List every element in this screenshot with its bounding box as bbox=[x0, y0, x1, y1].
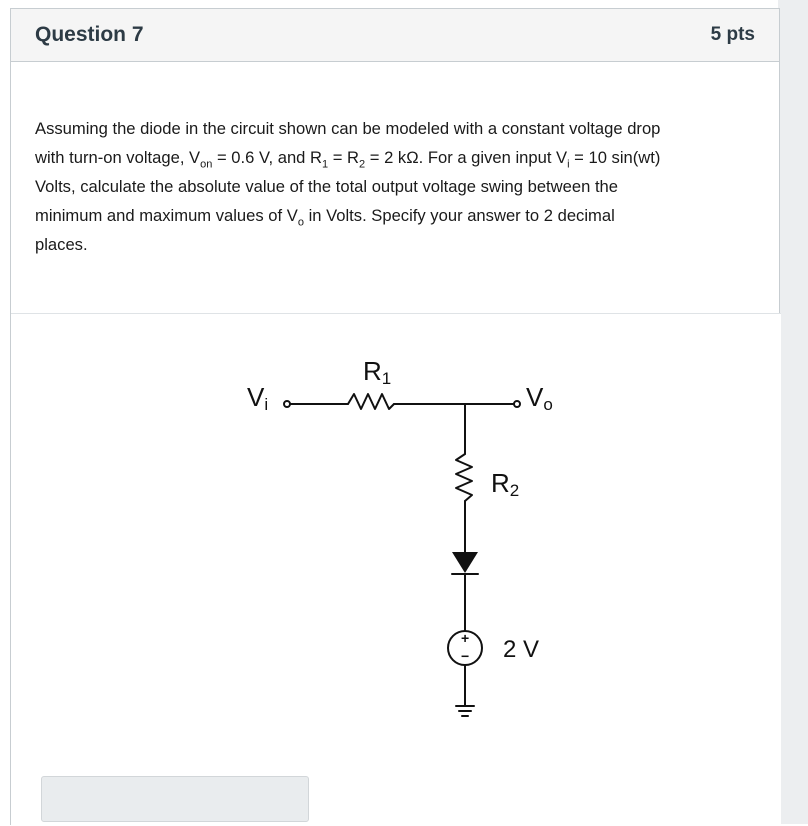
circuit-diagram bbox=[11, 314, 781, 826]
input-voltage-label: Vi bbox=[247, 382, 269, 414]
question-text-line: places. bbox=[35, 235, 88, 254]
resistor-r2 bbox=[456, 454, 472, 501]
answer-input[interactable] bbox=[41, 776, 309, 822]
source-voltage-label: 2 V bbox=[503, 636, 540, 663]
source-minus-sign: − bbox=[461, 648, 470, 664]
source-plus-sign: + bbox=[461, 630, 470, 646]
circuit-figure-area bbox=[11, 313, 781, 826]
diode-triangle bbox=[452, 552, 478, 573]
question-text-line: minimum and maximum values of $V_o$ in Volts. Specify your answer to 2 decimal bbox=[35, 206, 615, 229]
question-points: 5 pts bbox=[710, 24, 755, 45]
question-text-line: Volts, calculate the absolute value of the total output voltage swing between the bbox=[35, 177, 619, 196]
question-text-line: Assuming the diode in the circuit shown can be modeled with a constant voltage drop bbox=[35, 119, 661, 138]
question-title: Question 7 bbox=[35, 23, 144, 46]
output-terminal bbox=[514, 401, 520, 407]
page-scroll-gutter bbox=[778, 0, 808, 824]
r1-label: R1 bbox=[363, 356, 392, 388]
output-voltage-label: Vo bbox=[526, 382, 553, 414]
question-text-line: with turn-on voltage, $V_{on} = 0.6$ V, and $R_1 = R_2 = 2$ kΩ. For a given input $V_i = 10$ sin(wt) bbox=[35, 148, 661, 171]
question-card bbox=[10, 8, 780, 825]
resistor-r1 bbox=[348, 394, 394, 409]
question-header bbox=[11, 9, 779, 62]
question-text bbox=[35, 114, 755, 259]
r2-label: R2 bbox=[491, 468, 520, 500]
